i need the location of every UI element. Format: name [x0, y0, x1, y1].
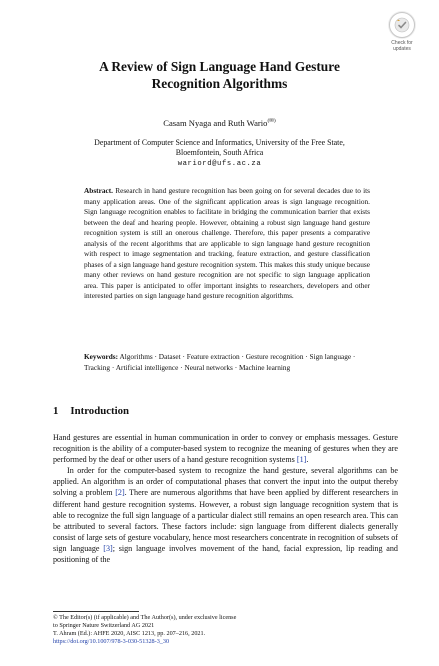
badge-label-line2: updates [393, 46, 411, 52]
paragraph-2-text-2: . There are numerous algorithms that have been applied by different researchers in different hand gesture recognition systems. However, a robust sign language recognition system that is able to recognize the full sign language of a particular dialect still remains an open research area. This can be attributed to several factors. These factors include: sign language from different dialects generally consist of large sets of gesture vocabulary, hence most researchers concentrate in recognition of subsets of sign language [53, 488, 398, 553]
keywords-label: Keywords: [84, 352, 119, 361]
abstract-text: Research in hand gesture recognition has been going on for several decades due to its many application areas. One of the significant application areas is sign language recognition. Sign language recognition enables to facilitate in bridging the communication barrier that exists between the deaf and hearing people. However, obtaining a robust sign language hand gesture recognition system is still an onerous challenge. Therefore, this paper presents a comparative analysis of the recent algorithms that are applicable to sign language hand gesture recognition with respect to image segmentation and tracking, feature extraction, and gesture classification phases of a sign language hand gesture recognition system. This makes this study unique because many other reviews on hand gesture recognition are not specific to sign language application area. This paper is anticipated to offer important insights to researchers, developers and other interested parties on sign language hand gesture recognition algorithms. [84, 186, 371, 301]
citation-link[interactable]: [3] [103, 543, 113, 553]
section-title: Introduction [70, 405, 130, 417]
doi-link[interactable]: https://doi.org/10.1007/978-3-030-51328-3_30 [53, 638, 170, 646]
paragraph-1-end: . [306, 455, 309, 465]
paper-title [60, 58, 379, 92]
badge-label-line1: Check for [391, 40, 413, 46]
check-for-updates-badge[interactable] [385, 12, 419, 58]
citation-link[interactable]: [1] [296, 455, 307, 465]
corresponding-author-mark: (✉) [267, 118, 276, 125]
affiliation-line-1: Department of Computer Science and Informatics, University of the Free State, [94, 138, 345, 147]
section-heading [53, 405, 129, 417]
title-line-1: A Review of Sign Language Hand Gesture [99, 59, 340, 74]
affiliation [40, 138, 399, 169]
abstract-label: Abstract. [84, 186, 113, 195]
footnote [53, 614, 398, 646]
section-number: 1 [53, 405, 59, 417]
title-line-2: Recognition Algorithms [151, 76, 288, 91]
keywords [84, 352, 370, 373]
update-check-icon [389, 12, 415, 38]
badge-label [385, 40, 419, 52]
paragraph-2-text-1: In order for the computer-based system to recognize the hand gesture, several algorithms can be applied. An algorithm is an order of computational phases that convert the input into the output thereby solving a problem [53, 466, 398, 498]
body-text [53, 432, 398, 565]
paragraph-2-text-3: ; sign language involves movement of the hand, facial expression, lip reading and positioning of the [53, 543, 398, 565]
citation-link[interactable]: [2] [115, 488, 125, 498]
paragraph-1 [53, 432, 398, 465]
copyright-line-2: to Springer Nature Switzerland AG 2021 [53, 622, 155, 630]
paragraph-1-text: Hand gestures are essential in human communication in order to convey or emphasis messages. Gesture recognition is the ability of a computer-based system to recognize the meaning of gestures when they are performed by the deaf or other users of a hand gesture recognition systems [53, 433, 398, 465]
citation-info: T. Ahram (Ed.): AHFE 2020, AISC 1213, pp. 207–216, 2021. [53, 630, 206, 638]
copyright-line-1: © The Editor(s) (if applicable) and The Author(s), under exclusive license [53, 614, 237, 621]
affiliation-line-2: Bloemfontein, South Africa [175, 148, 264, 158]
keywords-list: Algorithms · Dataset · Feature extraction · Gesture recognition · Sign language · Tracking · Artificial intelligence · Neural networks · Machine learning [84, 352, 356, 372]
footnote-rule [53, 611, 139, 612]
abstract [84, 186, 370, 302]
author-names: Casam Nyaga and Ruth Wario [163, 118, 268, 128]
paragraph-2 [53, 465, 398, 565]
author-email[interactable]: wariord@ufs.ac.za [177, 159, 262, 168]
authors [40, 118, 399, 128]
